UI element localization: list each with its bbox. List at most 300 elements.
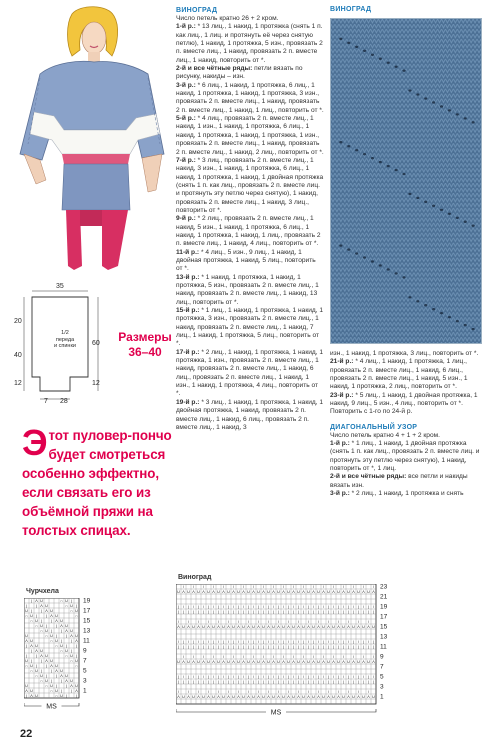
chart-symbol: U	[65, 623, 68, 628]
chart-symbol: /	[362, 654, 365, 659]
chart-symbol: U	[277, 589, 280, 594]
chart-symbol: /	[212, 654, 215, 659]
chart-symbol: \	[197, 639, 200, 644]
chart-symbol: Λ	[372, 589, 375, 594]
chart-symbol: ∩	[25, 663, 28, 668]
instruction-row	[176, 307, 324, 349]
chart-symbol: Λ	[317, 694, 320, 699]
chart-symbol: |	[193, 644, 194, 649]
chart-symbol: |	[228, 674, 229, 679]
chart-symbol: ∩	[35, 623, 38, 628]
swatch-eyelet	[395, 169, 398, 171]
chart-symbol: \	[262, 604, 265, 609]
chart-symbol: Λ	[70, 633, 73, 638]
chart-symbol: |	[313, 644, 314, 649]
chart-symbol: |	[323, 639, 324, 644]
chart-symbol: Λ	[65, 678, 68, 683]
chart-symbol: \	[322, 604, 325, 609]
chart-symbol: U	[327, 659, 330, 664]
chart-symbol: U	[45, 678, 48, 683]
chart-symbol: U	[217, 659, 220, 664]
chart-symbol: |	[188, 604, 189, 609]
chart-symbol: U	[312, 694, 315, 699]
chart-symbol: |	[263, 679, 264, 684]
chart-symbol: |	[46, 673, 47, 678]
chart-symbol: /	[222, 654, 225, 659]
chart-symbol: U	[242, 624, 245, 629]
chart-symbol: |	[203, 679, 204, 684]
chart-symbol: U	[252, 694, 255, 699]
main-lead: Число петель кратно 26 + 2 кром.	[176, 15, 279, 22]
chart-symbol: /	[347, 689, 350, 694]
chart-symbol: \	[212, 674, 215, 679]
dimension-bottom-small: 7	[44, 398, 48, 405]
chart-symbol: Λ	[177, 694, 180, 699]
chart-symbol: |	[303, 639, 304, 644]
chart-symbol: Λ	[362, 589, 365, 594]
chart-symbol: /	[227, 689, 230, 694]
chart-symbol: Λ	[337, 694, 340, 699]
chart-symbol: U	[372, 694, 375, 699]
swatch-eyelet	[379, 161, 382, 163]
chart-symbol: Λ	[227, 624, 230, 629]
chart-symbol: |	[373, 639, 374, 644]
chart-symbol: /	[327, 689, 330, 694]
chart-symbol: U	[262, 624, 265, 629]
chart-symbol: \	[302, 604, 305, 609]
chart-symbol: U	[45, 628, 48, 633]
chart-symbol: |	[318, 644, 319, 649]
chart-symbol: U	[192, 624, 195, 629]
chart-symbol: \	[242, 604, 245, 609]
chart-symbol: U	[202, 694, 205, 699]
chart-symbol: |	[258, 674, 259, 679]
chart-symbol: ∩	[40, 628, 43, 633]
chart-symbol: Λ	[227, 694, 230, 699]
chart-symbol: Λ	[187, 694, 190, 699]
chart-symbol: /	[272, 584, 275, 589]
chart-symbol: U	[25, 658, 28, 663]
chart-symbol: |	[178, 674, 179, 679]
chart-symbol: U	[332, 624, 335, 629]
chart-symbol: Λ	[322, 589, 325, 594]
chart-symbol: |	[343, 679, 344, 684]
chart-symbol: U	[45, 603, 48, 608]
chart-symbol: |	[213, 644, 214, 649]
chart-symbol: |	[358, 674, 359, 679]
row-text: * 2 лиц., провязать 2 п. вместе лиц., 1 накид, 5 изн., 1 накид, 1 протяжка, 6 лиц., 1 накид, 1 протяжка, 1 накид, 1 лиц., провязать 2 п. вместе лиц., 1 накид, 4 лиц., повторить от *.	[176, 215, 321, 248]
chart-symbol: U	[182, 624, 185, 629]
chart-symbol: \	[352, 674, 355, 679]
chart-symbol: ∩	[40, 678, 43, 683]
swatch-eyelet	[363, 50, 366, 52]
chart-symbol: |	[368, 604, 369, 609]
chart-row-number: 11	[83, 637, 90, 645]
chart-symbol: /	[312, 654, 315, 659]
chart-symbol: |	[363, 609, 364, 614]
chart-symbol: \	[282, 604, 285, 609]
chart-row-number: 5	[380, 673, 384, 681]
swatch-eyelet	[395, 66, 398, 68]
chart-symbol: Λ	[30, 643, 33, 648]
chart-symbol: U	[297, 659, 300, 664]
chart-symbol: U	[30, 638, 33, 643]
chart-symbol: /	[217, 619, 220, 624]
chart-symbol: Λ	[327, 694, 330, 699]
chart-symbol: /	[317, 619, 320, 624]
row-label: 19-й р.:	[176, 398, 200, 406]
chart-symbol: \	[292, 604, 295, 609]
chart-symbol: \	[312, 604, 315, 609]
chart-symbol: U	[257, 589, 260, 594]
chart-symbol: Λ	[247, 624, 250, 629]
chart-symbol: U	[207, 659, 210, 664]
chart-symbol: |	[56, 633, 57, 638]
right-row-list	[330, 358, 482, 408]
chart-symbol: U	[177, 589, 180, 594]
chart-symbol: |	[183, 609, 184, 614]
chart-symbol: |	[328, 604, 329, 609]
swatch-eyelet	[408, 193, 411, 195]
chart-symbol: U	[35, 643, 38, 648]
chart-symbol: |	[338, 644, 339, 649]
chart-symbol: |	[333, 639, 334, 644]
chart-symbol: |	[318, 604, 319, 609]
chart-symbol: U	[192, 694, 195, 699]
page-number: 22	[20, 728, 33, 740]
chart-symbol: |	[308, 604, 309, 609]
chart-symbol: /	[342, 584, 345, 589]
chart-symbol: |	[353, 639, 354, 644]
chart-symbol: U	[317, 589, 320, 594]
swatch-eyelet	[448, 109, 451, 111]
chart-symbol: |	[248, 674, 249, 679]
chart-symbol: |	[41, 668, 42, 673]
chart-symbol: |	[278, 679, 279, 684]
chart-symbol: Λ	[327, 624, 330, 629]
swatch-eyelet	[456, 113, 459, 115]
chart-symbol: U	[212, 694, 215, 699]
swatch-eyelet	[363, 256, 366, 258]
chart-symbol: \	[332, 674, 335, 679]
swatch-eyelet	[408, 89, 411, 91]
chart-symbol: \	[217, 639, 220, 644]
dimension-top: 35	[56, 283, 64, 290]
sizes-label: Размеры 36–40	[118, 330, 172, 359]
dimension-right-lower: 12	[92, 380, 100, 387]
chart-symbol: |	[253, 679, 254, 684]
chart-symbol: |	[193, 639, 194, 644]
chart-symbol: |	[273, 644, 274, 649]
chart-symbol: U	[60, 668, 63, 673]
headline-text: тот пуловер-пончо будет смотреться особенно эффектно, если связать его из объёмной пряжи на толстых спицах.	[22, 428, 172, 538]
instruction-row	[176, 82, 324, 115]
chart-symbol: U	[40, 623, 43, 628]
chart-symbol: |	[348, 674, 349, 679]
chart-symbol: \	[227, 639, 230, 644]
chart-symbol: |	[56, 623, 57, 628]
large-chart-title: Виноград	[178, 574, 212, 581]
chart-symbol: |	[218, 604, 219, 609]
chart-symbol: |	[178, 609, 179, 614]
chart-symbol: /	[282, 654, 285, 659]
chart-symbol: U	[222, 624, 225, 629]
swatch-eyelet	[402, 276, 405, 278]
chart-symbol: \	[202, 674, 205, 679]
chart-symbol: Λ	[232, 659, 235, 664]
chart-symbol: /	[182, 584, 185, 589]
chart-symbol: |	[298, 604, 299, 609]
chart-symbol: |	[318, 674, 319, 679]
chart-symbol: |	[213, 609, 214, 614]
chart-symbol: /	[282, 584, 285, 589]
chart-symbol: U	[252, 624, 255, 629]
chart-symbol: |	[373, 644, 374, 649]
chart-row-number: 23	[380, 584, 388, 591]
chart-symbol: U	[40, 598, 43, 603]
chart-symbol: |	[198, 609, 199, 614]
chart-symbol: U	[367, 659, 370, 664]
chart-symbol: |	[46, 623, 47, 628]
chart-symbol: /	[307, 689, 310, 694]
chart-symbol: U	[322, 694, 325, 699]
chart-symbol: |	[223, 679, 224, 684]
chart-symbol: U	[357, 659, 360, 664]
chart-symbol: |	[51, 628, 52, 633]
chart-symbol: |	[183, 644, 184, 649]
chart-symbol: ∩	[70, 608, 73, 613]
swatch-eyelet	[355, 46, 358, 48]
swatch-eyelet	[432, 308, 435, 310]
chart-symbol: |	[353, 609, 354, 614]
chart-symbol: \	[372, 674, 375, 679]
chart-symbol: |	[26, 653, 27, 658]
chart-symbol: |	[303, 679, 304, 684]
swatch-eyelet	[387, 62, 390, 64]
chart-row-number: 13	[380, 633, 388, 641]
chart-symbol: /	[277, 689, 280, 694]
chart-symbol: U	[70, 603, 73, 608]
row-label: 11-й р.:	[176, 248, 200, 256]
chart-symbol: \	[272, 604, 275, 609]
swatch-eyelet	[424, 97, 427, 99]
main-instructions-column	[176, 6, 324, 432]
chart-symbol: /	[307, 619, 310, 624]
row-text: петли вязать по рисунку, накиды – изн.	[176, 65, 303, 81]
chart-symbol: |	[358, 644, 359, 649]
chart-symbol: |	[348, 604, 349, 609]
chart-symbol: |	[208, 679, 209, 684]
chart-symbol: /	[257, 689, 260, 694]
chart-symbol: Λ	[322, 659, 325, 664]
chart-symbol: |	[368, 609, 369, 614]
chart-symbol: |	[76, 693, 77, 698]
swatch-eyelet	[355, 252, 358, 254]
chart-symbol: U	[302, 694, 305, 699]
chart-symbol: |	[223, 609, 224, 614]
row-text: * 1 лиц., 1 накид, 1 протяжка, 1 накид, 1 протяжка, 3 изн., провязать 2 п. вместе лиц., 1 накид, провязать 2 п. вместе лиц., 1 накид, 7 лиц., 1 накид, 1 протяжка, 5 лиц., повторить от *.	[176, 307, 324, 348]
chart-symbol: |	[288, 604, 289, 609]
chart-symbol: /	[337, 619, 340, 624]
chart-symbol: |	[36, 603, 37, 608]
chart-symbol: |	[248, 604, 249, 609]
chart-symbol: |	[178, 604, 179, 609]
chart-symbol: |	[333, 644, 334, 649]
chart-symbol: ∩	[35, 673, 38, 678]
chart-symbol: |	[288, 609, 289, 614]
chart-symbol: |	[198, 674, 199, 679]
chart-symbol: Λ	[242, 659, 245, 664]
chart-symbol: |	[293, 644, 294, 649]
chart-row-number: 1	[83, 687, 87, 695]
chart-symbol: |	[71, 648, 72, 653]
dimension-bottom: 28	[60, 398, 68, 405]
chart-symbol: |	[353, 679, 354, 684]
chart-symbol: U	[337, 659, 340, 664]
row-label: 13-й р.:	[176, 273, 200, 281]
chart-symbol: /	[267, 689, 270, 694]
chart-symbol: \	[342, 674, 345, 679]
swatch-eyelet	[363, 153, 366, 155]
chart-symbol: Λ	[60, 623, 63, 628]
chart-symbol: |	[178, 644, 179, 649]
chart-symbol: |	[338, 609, 339, 614]
chart-symbol: Λ	[307, 694, 310, 699]
chart-symbol: U	[232, 694, 235, 699]
chart-symbol: U	[30, 613, 33, 618]
chart-symbol: ∩	[50, 638, 53, 643]
chart-symbol: |	[66, 633, 67, 638]
chart-symbol: U	[65, 673, 68, 678]
chart-symbol: |	[238, 674, 239, 679]
chart-symbol: \	[357, 639, 360, 644]
chart-symbol: |	[368, 679, 369, 684]
chart-symbol: ∩	[25, 613, 28, 618]
chart-symbol: |	[223, 639, 224, 644]
chart-row-number: 7	[380, 663, 384, 671]
chart-symbol: |	[203, 609, 204, 614]
swatch-eyelet	[472, 121, 475, 123]
chart-symbol: |	[208, 604, 209, 609]
chart-symbol: \	[327, 639, 330, 644]
chart-symbol: Λ	[282, 589, 285, 594]
chart-symbol: Λ	[70, 683, 73, 688]
chart-symbol: \	[252, 674, 255, 679]
chart-symbol: Λ	[362, 659, 365, 664]
chart-symbol: |	[71, 598, 72, 603]
chart-symbol: U	[207, 589, 210, 594]
chart-symbol: |	[228, 609, 229, 614]
row-text: * 6 лиц., 1 накид, 1 протяжка, 6 лиц., 1 накид, 1 протяжка, 1 накид, 1 протяжка, 3 изн., провязать 2 п. вместе лиц., 1 накид, провязать 2 п. вместе лиц., 1 накид, 1 лиц., повторить от *.	[176, 81, 324, 114]
instruction-row	[330, 440, 482, 473]
chart-symbol: ∩	[75, 613, 78, 618]
chart-symbol: |	[188, 644, 189, 649]
row-text: * 4 лиц., провязать 2 п. вместе лиц., 1 накид, 1 изн., 1 накид, 1 протяжка, 6 лиц., 1 накид, 1 протяжка, 1 накид, 1 протяжка, 1 изн., провязать 2 п. вместе лиц., 1 накид, провязать 2 п. вместе лиц., 1 накид, 2 лиц., повторить от *.	[176, 115, 324, 156]
chart-symbol: ∩	[30, 668, 33, 673]
chart-symbol: Λ	[237, 694, 240, 699]
chart-symbol: |	[218, 644, 219, 649]
chart-symbol: U	[267, 589, 270, 594]
chart-symbol: |	[323, 609, 324, 614]
chart-symbol: Λ	[232, 589, 235, 594]
chart-symbol: /	[192, 654, 195, 659]
chart-symbol: ∩	[70, 658, 73, 663]
swatch-eyelet	[379, 58, 382, 60]
chart-symbol: |	[46, 613, 47, 618]
chart-symbol: \	[317, 639, 320, 644]
chart-symbol: |	[66, 693, 67, 698]
chart-symbol: |	[31, 598, 32, 603]
row-label: 3-й р.:	[330, 490, 350, 498]
chart-symbol: |	[188, 609, 189, 614]
chart-symbol: \	[342, 604, 345, 609]
row-label: 2-й и все чётные ряды:	[330, 473, 407, 481]
chart-symbol: |	[31, 608, 32, 613]
instruction-row	[176, 274, 324, 307]
chart-symbol: Λ	[25, 688, 28, 693]
chart-symbol: /	[272, 654, 275, 659]
chart-symbol: |	[298, 674, 299, 679]
chart-symbol: U	[312, 624, 315, 629]
chart-symbol: U	[55, 638, 58, 643]
chart-symbol: |	[278, 644, 279, 649]
swatch-eyelet	[464, 117, 467, 119]
swatch-eyelet	[339, 244, 342, 246]
chart-symbol: |	[228, 604, 229, 609]
swatch-eyelet	[371, 54, 374, 56]
chart-symbol: U	[332, 694, 335, 699]
chart-symbol: |	[333, 609, 334, 614]
chart-symbol: U	[372, 624, 375, 629]
chart-symbol: Λ	[357, 694, 360, 699]
chart-symbol: ∩	[65, 653, 68, 658]
chart-symbol: |	[258, 644, 259, 649]
chart-symbol: |	[233, 679, 234, 684]
chart-symbol: |	[263, 639, 264, 644]
instruction-row	[330, 490, 482, 498]
chart-symbol: U	[75, 608, 78, 613]
chart-symbol: Λ	[352, 659, 355, 664]
chart-symbol: |	[218, 674, 219, 679]
chart-symbol: U	[357, 589, 360, 594]
row-label: 23-й р.:	[330, 391, 354, 399]
chart-symbol: |	[278, 604, 279, 609]
chart-symbol: |	[71, 638, 72, 643]
chart-row-number: 9	[83, 647, 87, 655]
swatch-eyelet	[472, 328, 475, 330]
chart-symbol: |	[283, 609, 284, 614]
chart-symbol: U	[30, 688, 33, 693]
chart-symbol: |	[308, 609, 309, 614]
chart-symbol: Λ	[312, 589, 315, 594]
chart-symbol: ∩	[45, 633, 48, 638]
chart-symbol: U	[272, 624, 275, 629]
swatch-eyelet	[448, 316, 451, 318]
instruction-row	[330, 358, 482, 391]
chart-symbol: Λ	[277, 694, 280, 699]
row-label: 9-й р.:	[176, 215, 196, 223]
chart-symbol: Λ	[262, 659, 265, 664]
main-section-title: ВИНОГРАД	[176, 7, 218, 14]
chart-symbol: |	[228, 679, 229, 684]
chart-symbol: U	[262, 694, 265, 699]
chart-symbol: |	[263, 644, 264, 649]
chart-symbol: |	[61, 678, 62, 683]
chart-symbol: \	[207, 639, 210, 644]
swatch-eyelet	[402, 173, 405, 175]
chart-symbol: |	[56, 683, 57, 688]
chart-row-number: 19	[83, 598, 91, 605]
